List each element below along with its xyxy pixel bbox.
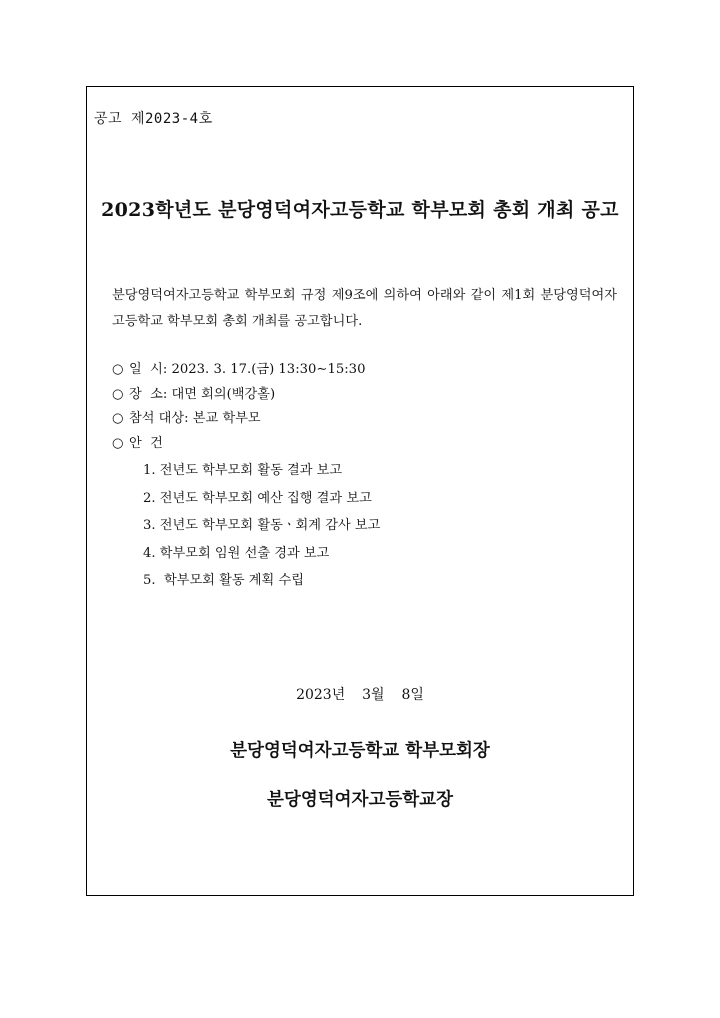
detail-attendees (112, 407, 365, 432)
detail-text: 일 시: 2023. 3. 17.(금) 13:30∼15:30 (129, 362, 366, 377)
signer-school-principal: 분당영덕여자고등학교장 (267, 790, 453, 810)
detail-text: 장 소: 대면 회의(백강홀) (129, 386, 276, 402)
agenda-item: 2. 전년도 학부모회 예산 집행 결과 보고 (143, 490, 372, 506)
details-list (112, 358, 365, 456)
agenda-item: 4. 학부모회 임원 선출 경과 보고 (143, 545, 330, 561)
agenda-item: 5. 학부모회 활동 계획 수립 (143, 573, 304, 589)
detail-text: 안 건 (129, 435, 163, 451)
agenda-item: 1. 전년도 학부모회 활동 결과 보고 (143, 463, 343, 478)
detail-agenda-heading (112, 432, 365, 457)
notice-number: 공고 제2023-4호 (94, 111, 213, 127)
document-title: 2023학년도 분당영덕여자고등학교 학부모회 총회 개최 공고 (101, 199, 619, 221)
agenda-item: 3. 전년도 학부모회 활동ㆍ회계 감사 보고 (143, 518, 381, 534)
circle-bullet-icon: ○ (112, 362, 124, 377)
circle-bullet-icon: ○ (112, 386, 124, 402)
signer-parents-association-president: 분당영덕여자고등학교 학부모회장 (230, 741, 490, 761)
body-paragraph: 분당영덕여자고등학교 학부모회 규정 제9조에 의하여 아래와 같이 제1회 분당영덕여자고등학교 학부모회 총회 개최를 공고합니다. (112, 288, 617, 329)
circle-bullet-icon: ○ (112, 435, 124, 451)
notice-date: 2023년 3월 8일 (296, 687, 424, 703)
detail-datetime (112, 358, 365, 383)
agenda-list (143, 457, 380, 595)
circle-bullet-icon: ○ (112, 411, 124, 426)
detail-text: 참석 대상: 본교 학부모 (129, 411, 261, 426)
detail-location (112, 383, 365, 408)
